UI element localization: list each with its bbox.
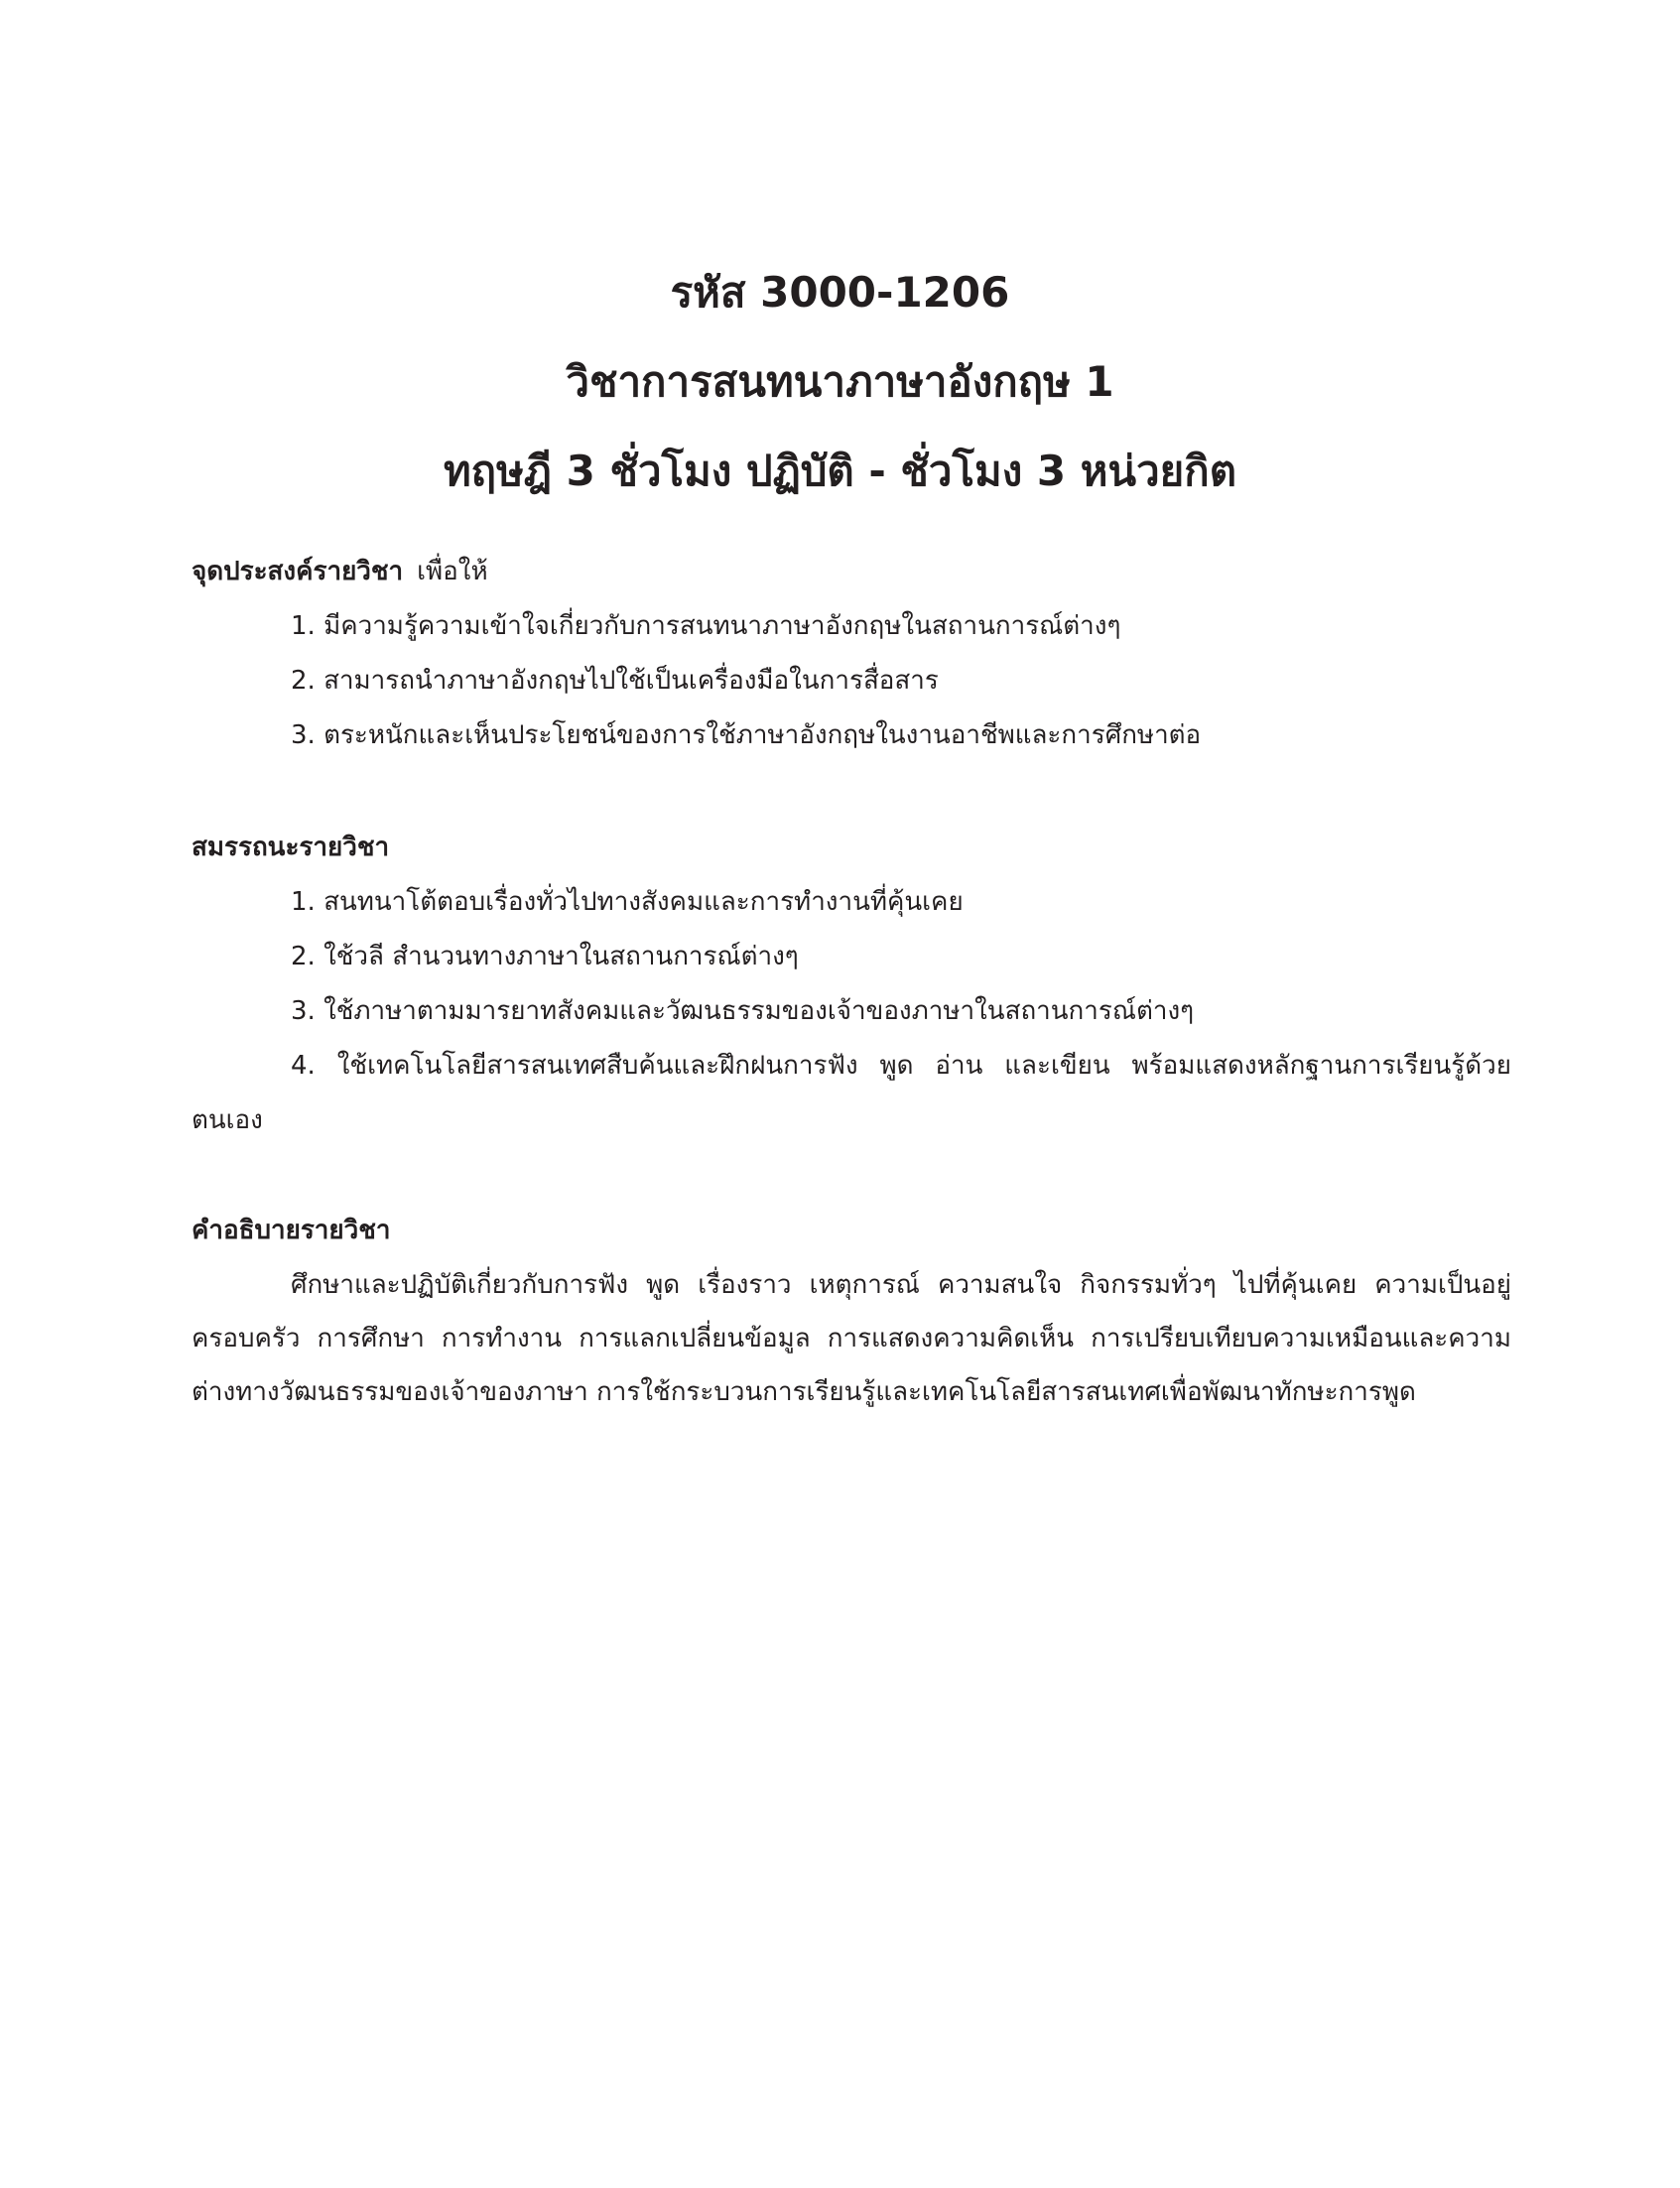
course-code: รหัส 3000-1206	[670, 268, 1010, 317]
objectives-heading-suffix: เพื่อให้	[417, 557, 488, 586]
competencies-heading-line	[192, 820, 1511, 875]
competency-item: 1. สนทนาโต้ตอบเรื่องทั่วไปทางสังคมและการทำงานที่คุ้นเคย	[291, 887, 964, 917]
course-title-block	[0, 248, 1680, 516]
objectives-heading: จุดประสงค์รายวิชา	[192, 557, 404, 586]
course-subject: วิชาการสนทนาภาษาอังกฤษ 1	[566, 357, 1114, 406]
objective-item: 3. ตระหนักและเห็นประโยชน์ของการใช้ภาษาอังกฤษในงานอาชีพและการศึกษาต่อ	[291, 720, 1202, 750]
description-heading: คำอธิบายรายวิชา	[192, 1216, 391, 1245]
competency-item: 4. ใช้เทคโนโลยีสารสนเทศสืบค้นและฝึกฝนการฟัง พูด อ่าน และเขียน พร้อมแสดงหลักฐานการเรียนรู้ด้วยตนเอง	[192, 1051, 1511, 1135]
competencies-heading: สมรรถนะรายวิชา	[192, 833, 390, 862]
objectives-section	[192, 544, 1511, 763]
description-section	[192, 1203, 1511, 1419]
description-paragraph: ศึกษาและปฏิบัติเกี่ยวกับการฟัง พูด เรื่องราว เหตุการณ์ ความสนใจ กิจกรรมทั่วๆ ไปที่คุ้นเคย ความเป็นอยู่ ครอบครัว การศึกษา การทำงาน การแลกเปลี่ยนข้อมูล การแสดงความคิดเห็น การเปรียบเทียบความเหมือนและความต่างทางวัฒนธรรมของเจ้าของภาษา การใช้กระบวนการเรียนรู้และเทคโนโลยีสารสนเทศเพื่อพัฒนาทักษะการพูด	[192, 1270, 1511, 1407]
objectives-heading-line	[192, 544, 1511, 599]
competency-item: 2. ใช้วลี สำนวนทางภาษาในสถานการณ์ต่างๆ	[291, 942, 799, 971]
competency-item: 3. ใช้ภาษาตามมารยาทสังคมและวัฒนธรรมของเจ้าของภาษาในสถานการณ์ต่างๆ	[291, 996, 1195, 1026]
course-hours: ทฤษฎี 3 ชั่วโมง ปฏิบัติ - ชั่วโมง 3 หน่วยกิต	[443, 447, 1236, 495]
objective-item: 2. สามารถนำภาษาอังกฤษไปใช้เป็นเครื่องมือในการสื่อสาร	[291, 666, 939, 696]
objective-item: 1. มีความรู้ความเข้าใจเกี่ยวกับการสนทนาภาษาอังกฤษในสถานการณ์ต่างๆ	[291, 611, 1121, 641]
competencies-section	[192, 820, 1511, 1148]
description-heading-line	[192, 1203, 1511, 1258]
